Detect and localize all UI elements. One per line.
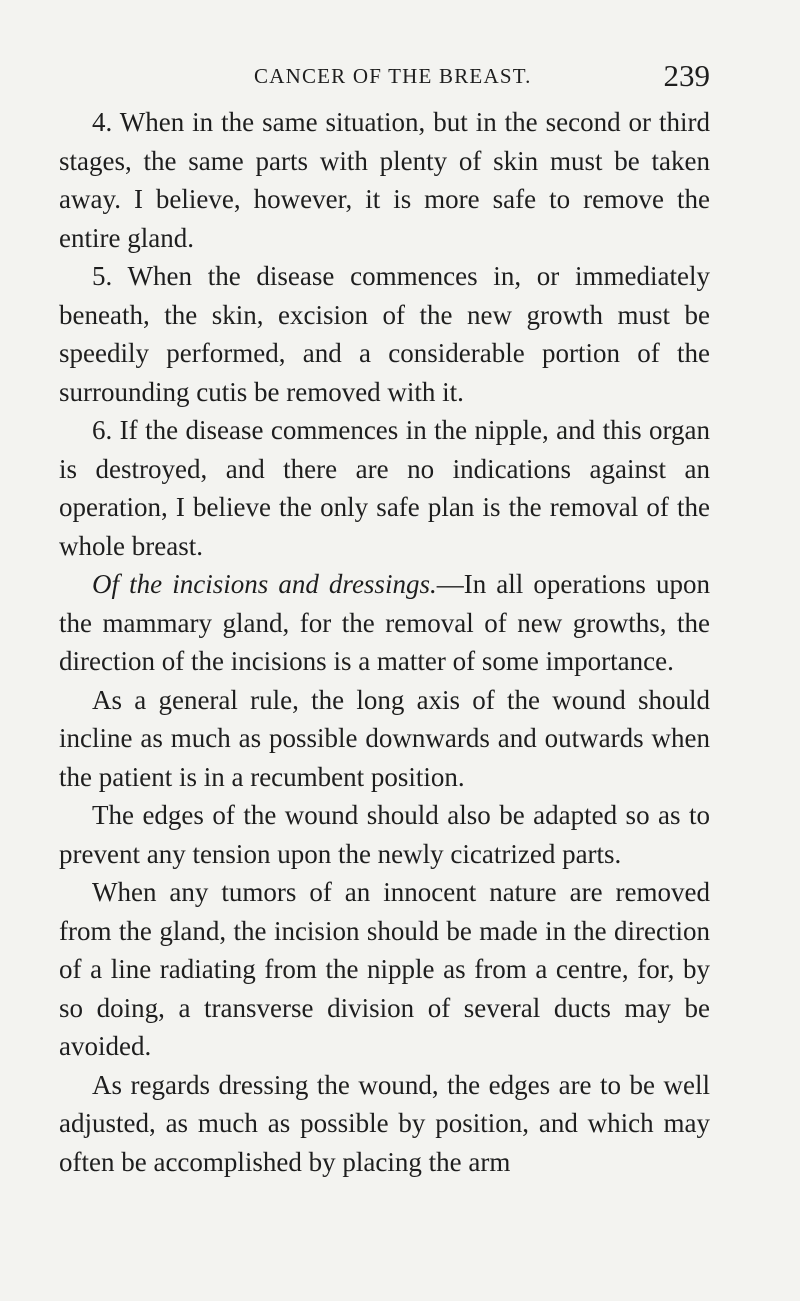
body-text <box>59 103 710 1181</box>
paragraph-dressing: As regards dressing the wound, the edges are to be well adjusted, as much as possible by position, and which may often be accomplished by placing the arm <box>59 1069 710 1177</box>
page-header <box>58 58 710 98</box>
paragraph-edges: The edges of the wound should also be adapted so as to prevent any tension upon the newly cicatrized parts. <box>59 800 710 869</box>
paragraph-innocent-tumors: When any tumors of an innocent nature are removed from the gland, the incision should be made in the direction of a line radiating from the nipple as from a centre, for, by so doing, a transverse division of several ducts may be avoided. <box>59 877 710 1061</box>
section-intro: —In all operations upon the mammary gland, for the removal of new growths, the direction of the incisions is a matter of some importance. <box>59 569 710 676</box>
paragraph-5: 5. When the disease commences in, or immediately beneath, the skin, excision of the new growth must be speedily performed, and a considerable portion of the surrounding cutis be removed with it. <box>59 261 710 407</box>
running-head: CANCER OF THE BREAST. <box>254 64 532 88</box>
section-paragraph <box>59 565 710 681</box>
paragraph-6: 6. If the disease commences in the nipple, and this organ is destroyed, and there are no indications against an operation, I believe the only safe plan is the removal of the whole breast. <box>59 415 710 561</box>
paragraph-4: 4. When in the same situation, but in the second or third stages, the same parts with plenty of skin must be taken away. I believe, however, it is more safe to remove the entire gland. <box>59 107 710 253</box>
page-number: 239 <box>663 58 710 93</box>
section-title: Of the incisions and dressings. <box>92 569 437 599</box>
paragraph-general-rule: As a general rule, the long axis of the wound should incline as much as possible downwards and outwards when the patient is in a recumbent position. <box>59 684 710 792</box>
